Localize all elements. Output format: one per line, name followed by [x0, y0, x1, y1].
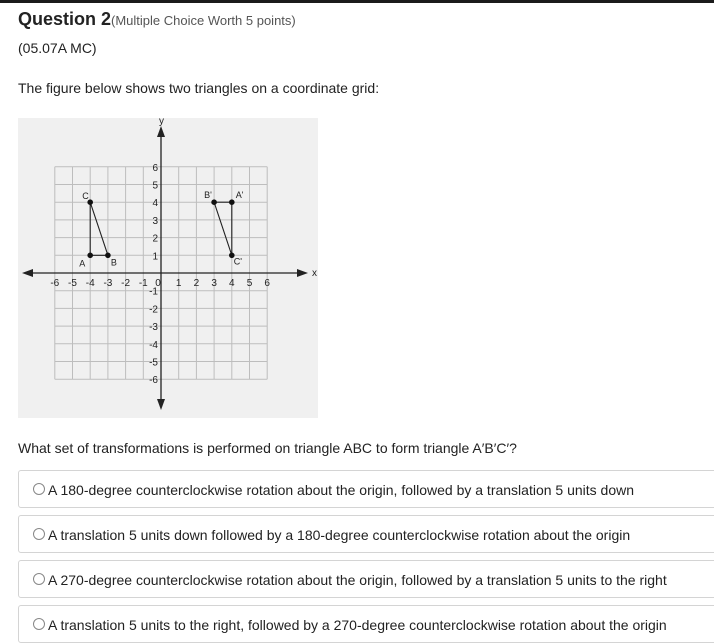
radio-button-2[interactable]	[33, 528, 45, 540]
vertex-label: B	[110, 257, 117, 268]
x-axis-label: x	[312, 268, 317, 279]
question-prompt: What set of transformations is performed on triangle ABC to form triangle A′B′C′?	[18, 440, 517, 456]
vertex-label: C'	[233, 256, 243, 267]
answer-option-1[interactable]	[18, 470, 714, 508]
y-tick-label: 3	[152, 215, 158, 227]
x-tick-label: 0	[155, 278, 161, 289]
coordinate-grid	[18, 118, 318, 418]
y-tick-label: -1	[149, 286, 158, 298]
answer-option-label: A 270-degree counterclockwise rotation about the origin, followed by a translation 5 units to the right	[48, 572, 667, 588]
vertex-point	[87, 253, 93, 259]
answer-option-2[interactable]	[18, 515, 714, 553]
vertex-point	[105, 253, 111, 259]
x-axis-arrow-right	[297, 269, 308, 277]
radio-button-1[interactable]	[33, 483, 45, 495]
x-tick-label: -1	[138, 278, 148, 289]
y-axis-label: y	[159, 118, 164, 127]
y-tick-label: -6	[149, 375, 158, 387]
question-worth: (Multiple Choice Worth 5 points)	[111, 13, 296, 28]
vertex-label: C	[82, 191, 89, 202]
x-tick-label: -5	[68, 278, 77, 289]
x-tick-label: 2	[193, 278, 200, 289]
y-tick-label: 1	[152, 251, 158, 263]
radio-button-4[interactable]	[33, 618, 45, 630]
y-tick-label: 6	[152, 162, 158, 174]
answer-option-label: A translation 5 units down followed by a 180-degree counterclockwise rotation about the origin	[48, 527, 631, 543]
answer-option-3[interactable]	[18, 560, 714, 598]
y-tick-label: 5	[152, 180, 158, 192]
vertex-label: A	[79, 258, 86, 269]
vertex-label: B'	[204, 190, 212, 201]
radio-button-3[interactable]	[33, 573, 45, 585]
vertex-label: A'	[235, 190, 244, 201]
question-intro: The figure below shows two triangles on a coordinate grid:	[18, 80, 380, 96]
triangle-a-prime-b-prime-c-prime	[214, 202, 232, 255]
y-tick-label: 4	[152, 198, 158, 210]
triangle-abc	[90, 202, 108, 255]
y-tick-label: -4	[149, 339, 158, 351]
answer-option-label: A translation 5 units to the right, followed by a 270-degree counterclockwise rotation about the origin	[48, 617, 667, 633]
top-bar	[0, 0, 714, 3]
vertex-point	[211, 199, 217, 205]
y-axis-arrow-down	[157, 399, 165, 410]
y-axis-arrow-up	[157, 126, 165, 137]
answer-option-4[interactable]	[18, 605, 714, 643]
coordinate-figure	[18, 118, 318, 418]
x-tick-label: 4	[229, 278, 235, 289]
x-axis-arrow-left	[22, 269, 33, 277]
question-code: (05.07A MC)	[18, 40, 97, 56]
x-tick-label: 3	[211, 278, 217, 289]
x-tick-label: 5	[246, 278, 253, 289]
y-tick-label: -2	[149, 304, 158, 316]
x-tick-label: 1	[175, 278, 182, 289]
y-tick-label: -5	[149, 357, 158, 369]
x-tick-label: -3	[103, 278, 113, 289]
question-title: Question 2	[18, 9, 112, 29]
x-tick-label: 6	[264, 278, 270, 289]
x-tick-label: -4	[85, 278, 95, 289]
question-header	[18, 9, 296, 30]
y-tick-label: 2	[152, 233, 158, 245]
x-tick-label: -2	[121, 278, 131, 289]
y-tick-label: -3	[149, 322, 158, 334]
vertex-point	[229, 199, 235, 205]
x-tick-label: -6	[50, 278, 60, 289]
answer-option-label: A 180-degree counterclockwise rotation about the origin, followed by a translation 5 units down	[48, 482, 635, 498]
